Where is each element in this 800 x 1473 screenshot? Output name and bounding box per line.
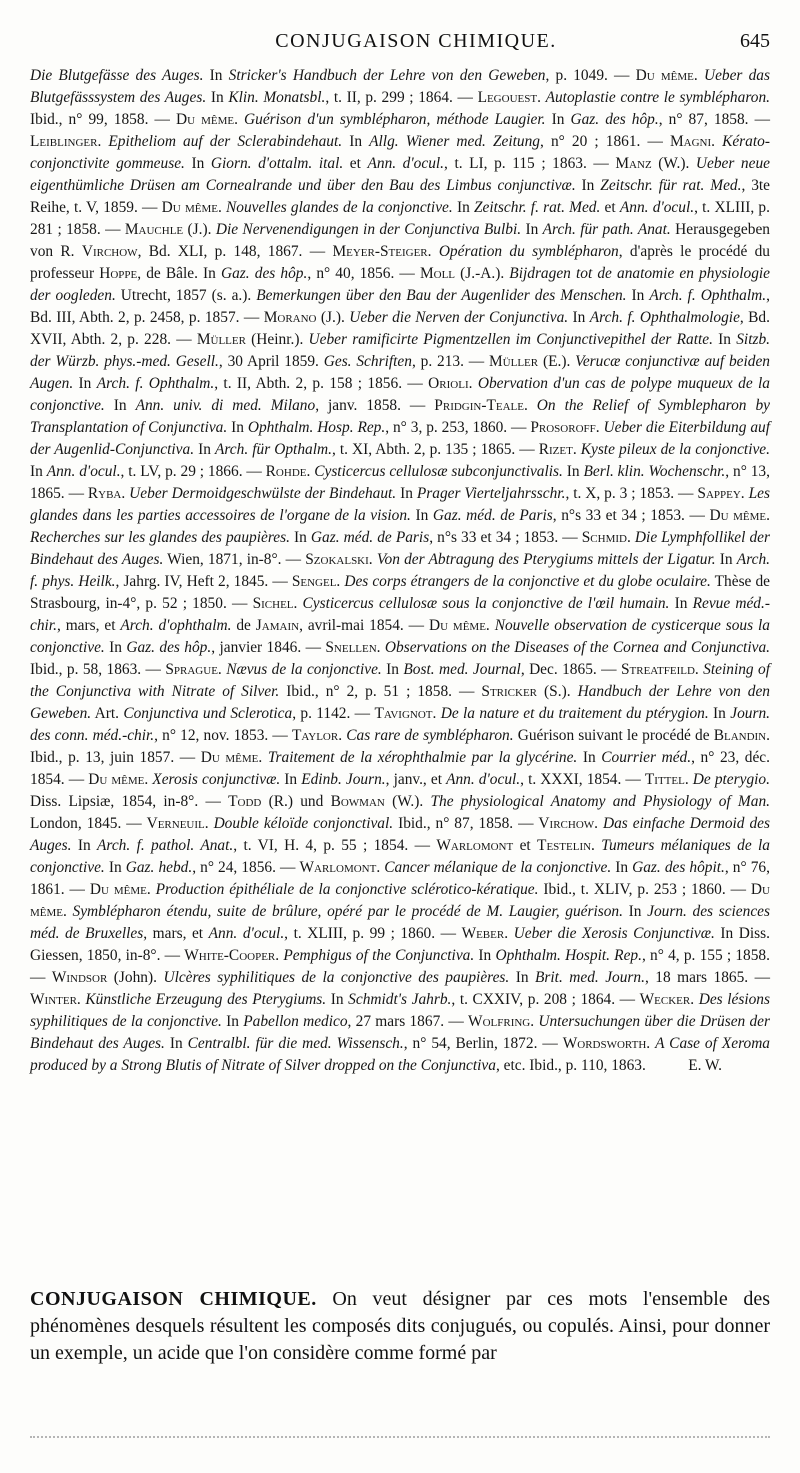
author-run: Ryba. (87, 485, 126, 502)
text-run: In (575, 177, 601, 194)
title-run: Die Nervenendigungen in der Conjunctiva Bulbi. (215, 221, 522, 238)
text-run: et (513, 837, 538, 854)
text-run: In (708, 705, 731, 722)
text-run: (Heinr.). (245, 331, 309, 348)
title-run: Gaz. des hôpit. (632, 859, 725, 876)
title-run: Symblépharon étendu, suite de brûlure, opéré par le procédé de M. Laugier, guérison. (72, 903, 623, 920)
text-run: , p. 1049. — (545, 67, 636, 84)
title-run: De la nature et du traitement du ptérygion. (440, 705, 709, 722)
text-run: , 27 mars 1867. — (347, 1013, 469, 1030)
article-paragraph (30, 1286, 770, 1367)
title-run: Des lésions syphilitiques de la conjonctive. (30, 991, 770, 1030)
text-run: Herausgegeben von R. (30, 221, 770, 260)
title-run: Gaz. des hôp. (221, 265, 308, 282)
text-run: In (30, 463, 47, 480)
text-run: In (104, 639, 127, 656)
text-run: In (568, 309, 590, 326)
title-run: Ueber die Xerosis Conjunctivæ. (513, 925, 715, 942)
author-run: Meyer-Steiger. (332, 243, 432, 260)
author-run: Leiblinger. (30, 133, 102, 150)
title-run: Berl. klin. Wochenschr. (583, 463, 726, 480)
author-run: Bowman (330, 793, 385, 810)
title-run: Verucæ conjunctivæ auf beiden Augen. (30, 353, 770, 392)
title-run: Gaz. méd. de Paris (432, 507, 553, 524)
title-run: Ulcères syphilitiques de la conjonctive des paupières. (163, 969, 510, 986)
article-body: On veut désigner par ces mots l'ensemble des phénomènes desquels résultent les composés dits conjugués, ou copulés. Ainsi, pour donner un exemple, un acide que l'on considère comme formé par (30, 1288, 771, 1364)
title-run: Von der Abtragung des Pterygiums mittels der Ligatur. (376, 551, 716, 568)
author-run: Windsor (51, 969, 108, 986)
title-run: Centralbl. für die med. Wissensch. (187, 1035, 404, 1052)
author-run: Winter. (30, 991, 81, 1008)
title-run: On the Relief of Symblepharon by Transplantation of Conjunctiva. (30, 397, 770, 436)
title-run: Arch. d'ophthalm. (120, 617, 232, 634)
author-run: Morano (263, 309, 317, 326)
text-run: , Bd. III, Abth. 2, p. 2458, p. 1857. — (30, 287, 770, 326)
text-run: Ibid., n° 87, 1858. — (393, 815, 539, 832)
text-run: , janv., et (385, 771, 447, 788)
text-run: In (622, 903, 648, 920)
author-run: Snellen. (325, 639, 381, 656)
text-run: In (452, 199, 474, 216)
text-run: In (611, 859, 633, 876)
text-run: de (231, 617, 256, 634)
text-run: , t. VI, H. 4, p. 55 ; 1854. — (233, 837, 437, 854)
title-run: Traitement de la xérophthalmie par la glycérine. (267, 749, 578, 766)
text-run (715, 133, 722, 150)
text-run: , n° 12, nov. 1853. — (154, 727, 292, 744)
author-run: Magni. (669, 133, 715, 150)
title-run: Arch. f. Ophthalmologie (589, 309, 740, 326)
author-run: Testelin. (537, 837, 595, 854)
article-heading: CONJUGAISON CHIMIQUE. (30, 1288, 317, 1310)
title-run: Klin. Monatsbl. (228, 89, 326, 106)
text-run: , t. CXXIV, p. 208 ; 1864. — (451, 991, 640, 1008)
author-run: Weber. (461, 925, 509, 942)
title-run: Ueber ramificirte Pigmentzellen im Conjunctivepithel der Ratte. (308, 331, 713, 348)
title-run: Journ. des conn. méd.-chir. (30, 705, 770, 744)
text-run: Ibid., n° 99, 1858. — (30, 111, 176, 128)
title-run: Obervation d'un cas de polype muqueux de la conjonctive. (30, 375, 770, 414)
author-run: Du même. (428, 617, 490, 634)
title-run: Ann. d'ocul. (619, 199, 695, 216)
title-run: Gaz. des hôp. (570, 111, 659, 128)
title-run: Die Lymphfollikel der Bindehaut des Auges. (30, 529, 771, 568)
title-run: Untersuchungen über die Drüsen der Bindehaut des Auges. (30, 1013, 770, 1052)
title-run: Steining of the Conjunctiva with Nitrate of Silver. (30, 661, 770, 700)
author-run: Du même. (175, 111, 238, 128)
title-run: Ophthalm. Hospit. Rep. (495, 947, 642, 964)
text-run: In (203, 67, 229, 84)
title-run: Ueber die Nerven der Conjunctiva. (349, 309, 569, 326)
text-run: In (381, 661, 404, 678)
text-run: Wien, 1871, in-8°. — (163, 551, 306, 568)
title-run: Opération du symblépharon (438, 243, 619, 260)
text-run: (W.). (651, 155, 696, 172)
title-run: Ann. univ. di med. Milano (135, 397, 316, 414)
title-run: Observations on the Diseases of the Cornea and Conjunctiva. (384, 639, 770, 656)
text-run: , Jahrg. IV, Heft 2, 1845. — (115, 573, 292, 590)
title-run: Des corps étrangers de la conjonctive et du globe oculaire. (344, 573, 711, 590)
text-run: , n° 76, 1861. — (30, 859, 770, 898)
title-run: Bijdragen tot de anatomie en physiologie der oogleden. (30, 265, 771, 304)
title-run: Ann. d'ocul. (367, 155, 445, 172)
text-run: In (410, 507, 433, 524)
title-run: Ueber die Eiterbildung auf der Augenlid-Conjunctiva. (30, 419, 770, 458)
text-run: In (545, 111, 571, 128)
title-run: Arch. f. pathol. Anat. (97, 837, 234, 854)
title-run: Journ. des sciences méd. de Bruxelles (30, 903, 770, 942)
text-run: In (104, 859, 126, 876)
author-run: Sengel. (291, 573, 341, 590)
title-run: Giorn. d'ottalm. ital. (210, 155, 344, 172)
text-run: Thèse de Strasbourg, in-4°, p. 52 ; 1850. — (30, 573, 770, 612)
text-run: , n° 13, 1865. — (30, 463, 770, 502)
text-run: , t. XXXI, 1854. — (520, 771, 645, 788)
title-run: Ueber das Blutgefässsystem des Auges. (30, 67, 770, 106)
text-run: , n° 3, p. 253, 1860. — (385, 419, 531, 436)
text-run: , n°s 33 et 34 ; 1853. — (552, 507, 710, 524)
text-run (528, 397, 537, 414)
text-run: , n° 40, 1856. — (307, 265, 420, 282)
author-run: Blandin. (713, 727, 770, 744)
title-run: Guérison d'un symblépharon, méthode Laugier. (244, 111, 546, 128)
text-run: , t. LV, p. 29 ; 1866. — (120, 463, 266, 480)
author-run: Warlomont (436, 837, 514, 854)
text-run: , n° 54, Berlin, 1872. — (403, 1035, 563, 1052)
author-run: Virchow. (538, 815, 598, 832)
author-run: Sichel. (252, 595, 298, 612)
title-run: Allg. Wiener med. Zeitung (369, 133, 541, 150)
bibliography-entries (30, 67, 770, 1074)
title-run: Ges. Schriften (323, 353, 412, 370)
title-run: Pemphigus of the Conjunctiva. (283, 947, 475, 964)
title-run: Nouvelles glandes de la conjonctive. (226, 199, 453, 216)
running-title: CONJUGAISON CHIMIQUE. (275, 30, 557, 52)
text-run: , t. X, p. 3 ; 1853. — (565, 485, 698, 502)
author-run: Du même. (200, 749, 263, 766)
title-run: Bost. med. Journal (403, 661, 521, 678)
text-run: In (669, 595, 693, 612)
author-run: White-Cooper. (184, 947, 280, 964)
text-run: et (600, 199, 620, 216)
author-run: Rizet. (538, 441, 577, 458)
title-run: Kyste pileux de la conjonctive. (580, 441, 770, 458)
author-run: Du même. (161, 199, 222, 216)
text-run: London, 1845. — (30, 815, 147, 832)
title-run: Arch. f. Ophthalm. (96, 375, 215, 392)
author-run: Müller (488, 353, 539, 370)
text-run: , n°s 33 et 34 ; 1853. — (429, 529, 582, 546)
title-run: Ann. d'ocul. (46, 463, 121, 480)
author-run: Sappey. (697, 485, 745, 502)
title-run: Kérato-conjonctivite gommeuse. (30, 133, 770, 172)
text-run: (W.). (384, 793, 431, 810)
text-run: (John). (107, 969, 164, 986)
title-run: Nouvelle observation de cysticerque sous la conjonctive. (30, 617, 770, 656)
text-run: Ibid., p. 58, 1863. — (30, 661, 166, 678)
text-run: (E.). (538, 353, 576, 370)
text-run: , 18 mars 1865. — (644, 969, 770, 986)
author-run: Du même. (89, 881, 151, 898)
author-run: Tavignot. (374, 705, 437, 722)
author-run: Szokalski. (305, 551, 373, 568)
text-run: In (715, 551, 737, 568)
text-run: In (194, 441, 215, 458)
author-run: Taylor. (291, 727, 343, 744)
author-run: Pridgin-Teale. (434, 397, 528, 414)
text-run: , Bd. XLI, p. 148, 1867. — (137, 243, 333, 260)
text-run: (R.) und (261, 793, 331, 810)
title-run: Arch. für path. Anat. (542, 221, 671, 238)
author-run: Hoppe (99, 265, 138, 282)
text-run: , t. II, p. 299 ; 1864. — (325, 89, 478, 106)
text-run: , p. 213. — (411, 353, 489, 370)
title-run: Cysticercus cellulosæ subconjunctivalis. (314, 463, 563, 480)
text-run: , mars, et (143, 925, 209, 942)
text-run: , d'après le procédé du professeur (30, 243, 771, 282)
text-run: (J.-A.). (455, 265, 510, 282)
text-run: In (164, 1035, 188, 1052)
title-run: Cancer mélanique de la conjonctive. (384, 859, 612, 876)
text-run: , etc. Ibid., p. 110, 1863. (495, 1057, 646, 1074)
text-run: , t. II, Abth. 2, p. 158 ; 1856. — (214, 375, 429, 392)
title-run: Zeitschr. f. rat. Med. (473, 199, 601, 216)
title-run: Ueber neue eigenthümliche Drüsen am Cornealrande und über den Bau des Limbus conjunctivæ. (30, 155, 770, 194)
text-run: , t. LI, p. 115 ; 1863. — (444, 155, 616, 172)
text-run: , n° 20 ; 1861. — (540, 133, 670, 150)
title-run: Das einfache Dermoid des Auges. (30, 815, 770, 854)
title-run: Les glandes dans les parties accessoires de l'organe de la vision. (30, 485, 770, 524)
author-run: Verneuil. (146, 815, 209, 832)
author-signature: E. W. (688, 1057, 722, 1074)
text-run: , 30 April 1859. (218, 353, 324, 370)
author-run: Rohde. (265, 463, 311, 480)
title-run: Ann. d'ocul. (446, 771, 521, 788)
text-run: In (474, 947, 496, 964)
text-run: , n° 87, 1858. — (658, 111, 770, 128)
title-run: De pterygio. (692, 771, 770, 788)
text-run: In (184, 155, 211, 172)
title-run: Ophthalm. Hosp. Rep. (247, 419, 386, 436)
text-run: Ibid., n° 2, p. 51 ; 1858. — (279, 683, 482, 700)
author-run: Manz (615, 155, 652, 172)
title-run: Arch. f. Ophthalm. (649, 287, 767, 304)
author-run: Todd (228, 793, 262, 810)
title-run: Arch. f. phys. Heilk. (30, 551, 770, 590)
author-run: Jamain (255, 617, 300, 634)
text-run: In (227, 419, 248, 436)
bibliography-paragraph (30, 65, 770, 1077)
author-run: Wolfring. (468, 1013, 535, 1030)
title-run: Arch. für Opthalm. (214, 441, 332, 458)
title-run: Zeitschr. für rat. Med. (600, 177, 742, 194)
text-run: , p. 1142. — (292, 705, 375, 722)
text-run: Ibid., p. 13, juin 1857. — (30, 749, 201, 766)
title-run: The physiological Anatomy and Physiology of Man. (430, 793, 770, 810)
text-run: In (562, 463, 584, 480)
text-run: , Bd. XVII, Abth. 2, p. 228. — (30, 309, 770, 348)
title-run: A Case of Xeroma produced by a Strong Blutis of Nitrate of Silver dropped on the Conjunctiva (30, 1035, 771, 1074)
text-run: , mars, et (56, 617, 121, 634)
title-run: Ueber Dermoidgeschwülste der Bindehaut. (129, 485, 397, 502)
title-run: Handbuch der Lehre von den Geweben. (30, 683, 771, 722)
title-run: Künstliche Erzeugung des Pterygiums. (85, 991, 327, 1008)
text-run: In (712, 331, 737, 348)
page-number: 645 (740, 30, 770, 52)
title-run: Ann. d'ocul. (208, 925, 285, 942)
text-run: In (326, 991, 349, 1008)
text-run: In (221, 1013, 244, 1030)
text-run: , janvier 1846. — (211, 639, 326, 656)
author-run: Tittel. (644, 771, 689, 788)
text-run: In (342, 133, 370, 150)
title-run: Gaz. hebd. (125, 859, 193, 876)
text-run: , de Bâle. In (137, 265, 221, 282)
title-run: Recherches sur les glandes des paupières. (30, 529, 290, 546)
author-run: Streatfeild. (620, 661, 699, 678)
author-run: Schmid. (581, 529, 631, 546)
text-run: , t. XI, Abth. 2, p. 135 ; 1865. — (331, 441, 539, 458)
title-run: Stricker's Handbuch der Lehre von den Geweben (228, 67, 546, 84)
text-run: In (509, 969, 535, 986)
author-run: Legouest. (477, 89, 541, 106)
title-run: Revue méd.-chir. (30, 595, 770, 634)
text-run: , 3te Reihe, t. V, 1859. — (30, 177, 770, 216)
text-run: In Diss. Giessen, 1850, in-8°. — (30, 925, 770, 964)
title-run: Conjunctiva und Sclerotica (123, 705, 293, 722)
author-run: Du même. (709, 507, 770, 524)
bottom-rule (30, 1436, 770, 1438)
author-run: Du même. (88, 771, 149, 788)
title-run: Tumeurs mélaniques de la conjonctive. (30, 837, 770, 876)
text-run: , avril-mai 1854. — (299, 617, 429, 634)
text-run: In (577, 749, 602, 766)
text-run: (J.). (316, 309, 350, 326)
text-run: In (289, 529, 311, 546)
text-run: In (104, 397, 136, 414)
author-run: Stricker (481, 683, 538, 700)
author-run: Du même. (635, 67, 698, 84)
title-run: Cas rare de symblépharon. (346, 727, 514, 744)
text-run: et (343, 155, 368, 172)
text-run: In (280, 771, 302, 788)
text-run: In (396, 485, 417, 502)
author-run: Warlomont. (299, 859, 381, 876)
title-run: Production épithéliale de la conjonctive sclérotico-kératique. (155, 881, 539, 898)
text-run: In (206, 89, 229, 106)
text-run: Diss. Lipsiæ, 1854, in-8°. — (30, 793, 229, 810)
title-run: Sitzb. der Würzb. phys.-med. Gesell. (30, 331, 770, 370)
author-run: Moll (419, 265, 456, 282)
text-run: In (626, 287, 650, 304)
author-run: Mauchle (124, 221, 184, 238)
running-header (62, 30, 770, 54)
text-run: , n° 4, p. 155 ; 1858. — (30, 947, 770, 986)
author-run: Sprague. (165, 661, 222, 678)
author-run: Prosoroff. (530, 419, 600, 436)
text-run: , janv. 1858. — (315, 397, 435, 414)
author-run: Wecker. (639, 991, 695, 1008)
text-run: (S.). (537, 683, 578, 700)
title-run: Brit. med. Journ. (535, 969, 645, 986)
title-run: Nævus de la conjonctive. (226, 661, 382, 678)
author-run: Müller (196, 331, 246, 348)
title-run: Epitheliom auf der Sclerabindehaut. (108, 133, 343, 150)
title-run: Gaz. des hôp. (126, 639, 212, 656)
title-run: Gaz. méd. de Paris (310, 529, 430, 546)
title-run: Courrier méd. (601, 749, 692, 766)
text-run: In (521, 221, 543, 238)
text-run: Art. (91, 705, 124, 722)
text-run: , t. XLIII, p. 99 ; 1860. — (284, 925, 462, 942)
author-run: Wordsworth. (562, 1035, 651, 1052)
title-run: Prager Vierteljahrsschr. (416, 485, 566, 502)
title-run: Edinb. Journ. (301, 771, 386, 788)
text-run: (J.). (183, 221, 216, 238)
title-run: Die Blutgefässe des Auges. (30, 67, 204, 84)
text-run: , n° 24, 1856. — (192, 859, 300, 876)
title-run: Cysticercus cellulosæ sous la conjonctive de l'œil humain. (302, 595, 670, 612)
author-run: Du même. (30, 881, 770, 920)
text-run: In (73, 375, 97, 392)
title-run: Xerosis conjunctivæ. (152, 771, 281, 788)
text-run: Guérison suivant le procédé de (513, 727, 714, 744)
text-run (431, 243, 438, 260)
title-run: Pabellon medico (243, 1013, 348, 1030)
text-run: , Dec. 1865. — (520, 661, 621, 678)
text-run: , t. XLIII, p. 281 ; 1858. — (30, 199, 770, 238)
text-run: Utrecht, 1857 (s. a.). (115, 287, 257, 304)
author-run: Orioli. (428, 375, 473, 392)
text-run: In (71, 837, 98, 854)
title-run: Autoplastie contre le symblépharon. (545, 89, 770, 106)
text-run: Ibid., t. XLIV, p. 253 ; 1860. — (538, 881, 751, 898)
title-run: Double kéloïde conjonctival. (213, 815, 394, 832)
title-run: Schmidt's Jahrb. (348, 991, 452, 1008)
author-run: Virchow (81, 243, 138, 260)
text-run: , n° 23, déc. 1854. — (30, 749, 770, 788)
title-run: Bemerkungen über den Bau der Augenlider des Menschen. (256, 287, 627, 304)
